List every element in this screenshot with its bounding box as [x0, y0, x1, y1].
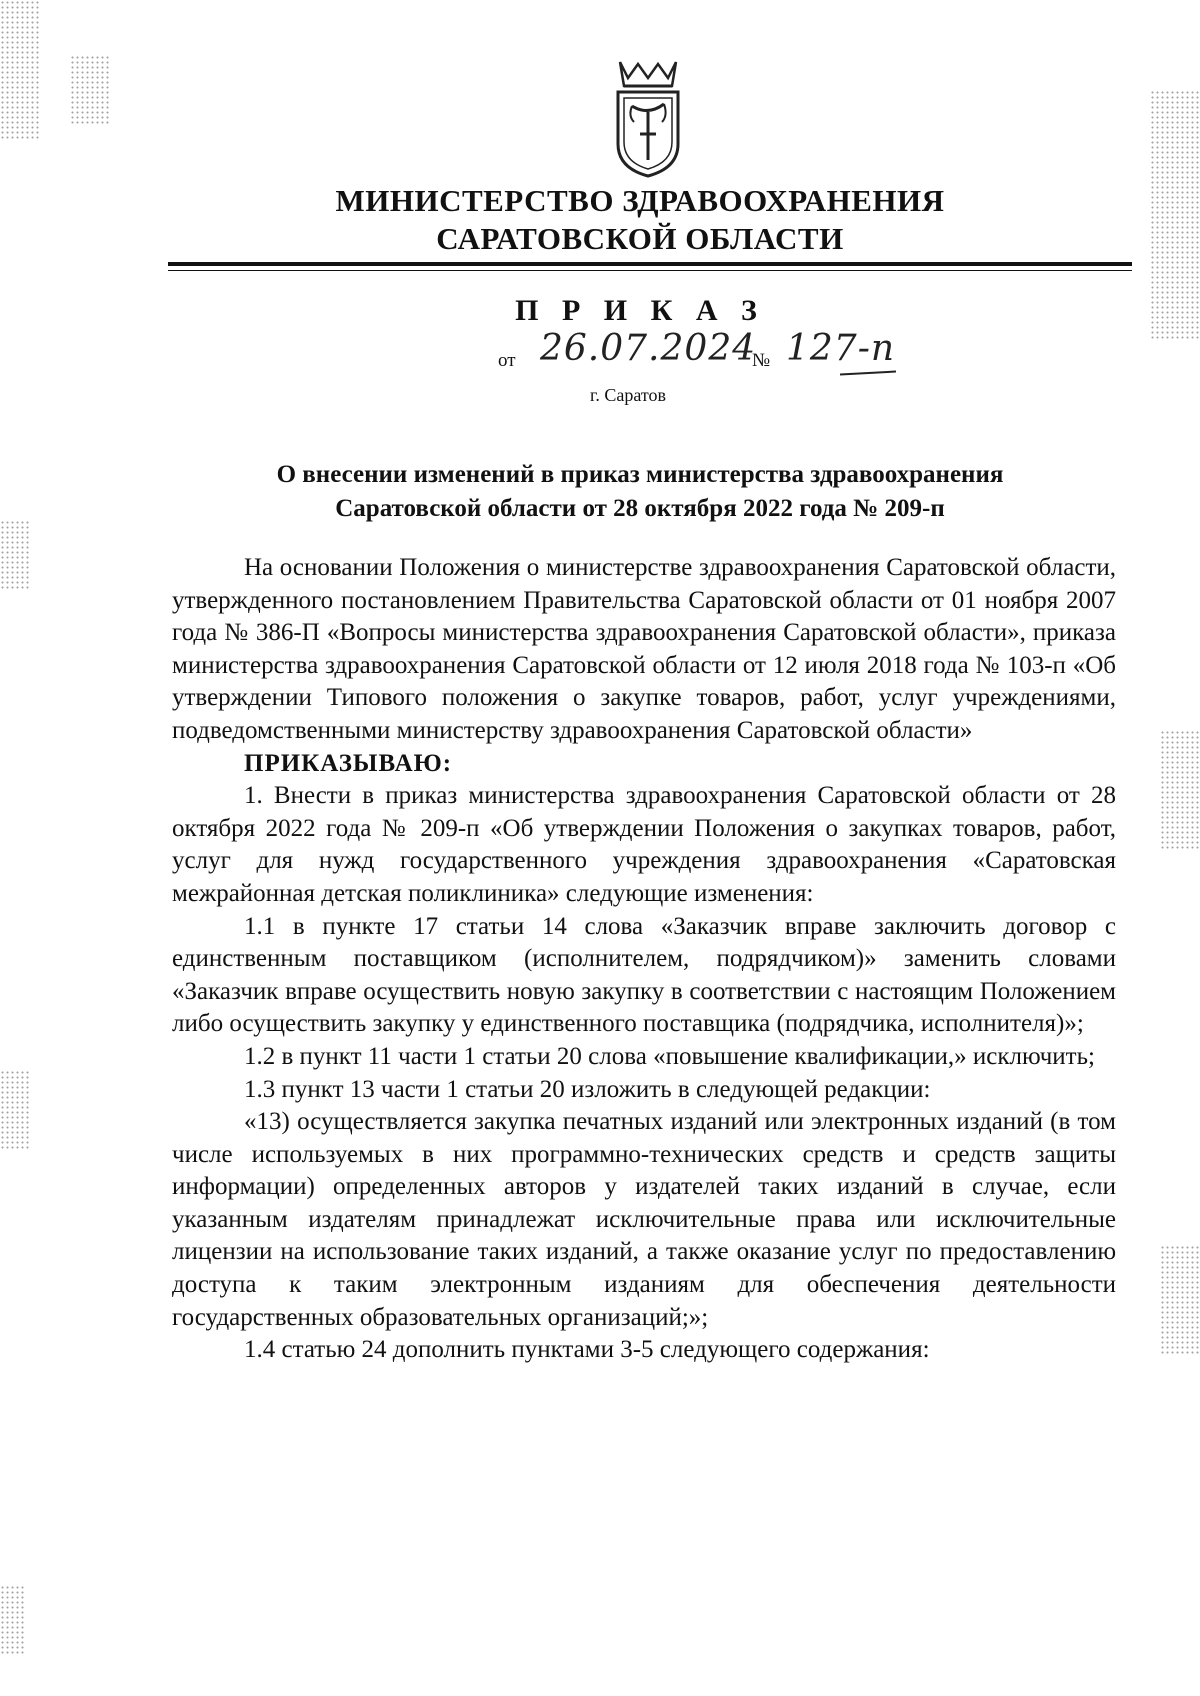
title-line-2: Саратовской области от 28 октября 2022 года № 209-п	[335, 495, 945, 522]
title-line-1: О внесении изменений в приказ министерства здравоохранения	[276, 461, 1004, 488]
number-prefix: №	[752, 350, 771, 371]
scan-noise	[1160, 730, 1200, 850]
handwriting-stroke	[840, 371, 896, 376]
scan-noise	[0, 1585, 25, 1655]
command-word: ПРИКАЗЫВАЮ:	[244, 749, 453, 777]
paragraph-1-2: 1.2 в пункт 11 части 1 статьи 20 слова «повышение квалификации,» исключить;	[244, 1042, 1095, 1070]
date-prefix: от	[498, 350, 516, 371]
paragraph-1: 1. Внести в приказ министерства здравоохранения Саратовской области от 28 октября 2022 года № 209-п «Об утверждении Положения о закупках товаров, работ, услуг для нужд государственного учреждения здравоохранения «Саратовская межрайонная детская поликлиника» следующие изменения:	[172, 782, 1116, 907]
document-body	[172, 552, 1116, 1367]
document-type: П Р И К А З	[515, 294, 765, 327]
coat-of-arms-icon	[610, 56, 686, 180]
ministry-name	[200, 182, 1080, 258]
ministry-line-2: САРАТОВСКОЙ ОБЛАСТИ	[436, 221, 844, 256]
scan-noise	[1160, 1245, 1200, 1355]
paragraph-1-3-text: «13) осуществляется закупка печатных изданий или электронных изданий (в том числе используемых в них программно-технических средств и средств защиты информации) определенных авторов у издателей таких изданий в случае, если указанным издателям принадлежат исключительные права или исключительные лицензии на использование таких изданий, а также оказание услуг по предоставлению доступа к таким электронным изданиям для обеспечения деятельности государственных образовательных организаций;»;	[172, 1108, 1116, 1331]
city: г. Саратов	[590, 385, 666, 405]
scan-noise	[70, 55, 110, 125]
paragraph-1-1: 1.1 в пункте 17 статьи 14 слова «Заказчик вправе заключить договор с единственным поставщиком (исполнителем, подрядчиком)» заменить словами «Заказчик вправе осуществить новую закупку в соответствии с настоящим Положением либо осуществить закупку у единственного поставщика (подрядчика, исполнителя)»;	[172, 912, 1116, 1038]
paragraph-1-3: 1.3 пункт 13 части 1 статьи 20 изложить в следующей редакции:	[244, 1075, 931, 1103]
document-title	[180, 458, 1100, 526]
header-rule-thick	[168, 262, 1132, 266]
order-number: 127-п	[786, 328, 896, 369]
header-rule-thin	[168, 270, 1132, 271]
paragraph-1-4: 1.4 статью 24 дополнить пунктами 3-5 следующего содержания:	[244, 1336, 930, 1364]
scan-noise	[0, 1070, 30, 1150]
scan-noise	[0, 520, 30, 590]
paragraph-basis: На основании Положения о министерстве здравоохранения Саратовской области, утвержденного постановлением Правительства Саратовской области от 01 ноября 2007 года № 386-П «Вопросы министерства здравоохранения Саратовской области», приказа министерства здравоохранения Саратовской области от 12 июля 2018 года № 103-п «Об утверждении Типового положения о закупке товаров, работ, услуг учреждениями, подведомственными министерству здравоохранения Саратовской области»	[172, 554, 1116, 744]
order-date: 26.07.2024	[540, 328, 757, 369]
ministry-line-1: МИНИСТЕРСТВО ЗДРАВООХРАНЕНИЯ	[335, 183, 945, 218]
scan-noise	[0, 0, 40, 140]
scan-noise	[1150, 90, 1200, 340]
